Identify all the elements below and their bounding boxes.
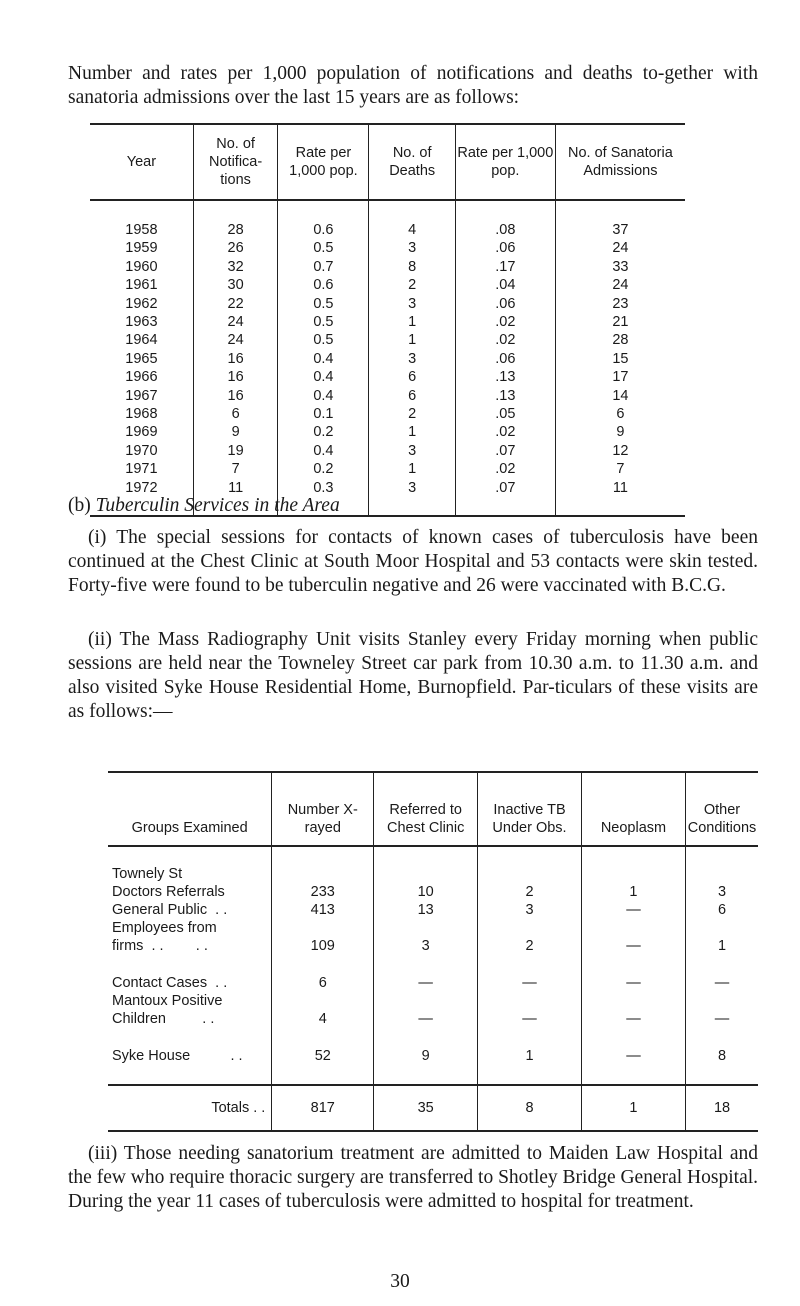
- cell-rate: 0.4: [278, 350, 369, 368]
- cell-notifications: 24: [193, 331, 278, 349]
- cell-neoplasm: —: [581, 937, 685, 955]
- col-header-other: Other Conditions: [686, 772, 758, 846]
- col-header-xrayed: Number X-rayed: [272, 772, 374, 846]
- mass-radiography-table: [108, 771, 758, 1132]
- table-row: [90, 200, 685, 239]
- cell-neoplasm: —: [581, 901, 685, 919]
- cell-rate: 0.2: [278, 423, 369, 441]
- cell-notifications: 22: [193, 295, 278, 313]
- cell-rate: .06: [455, 239, 555, 257]
- table-row: [90, 239, 685, 257]
- cell-inactive: 8: [478, 1085, 582, 1131]
- cell-deaths: 3: [369, 479, 455, 516]
- cell-rate: 0.6: [278, 200, 369, 239]
- cell-notifications: 32: [193, 258, 278, 276]
- table-header-row: [90, 124, 685, 200]
- cell-deaths: 1: [369, 460, 455, 478]
- cell-admissions: 37: [555, 200, 685, 239]
- table-row: [90, 442, 685, 460]
- cell-notifications: 9: [193, 423, 278, 441]
- cell-neoplasm: —: [581, 1010, 685, 1028]
- col-header-referred: Referred to Chest Clinic: [374, 772, 478, 846]
- cell-deaths: 1: [369, 423, 455, 441]
- cell-rate: 0.4: [278, 368, 369, 386]
- col-header-year: Year: [90, 124, 193, 200]
- intro-paragraph: Number and rates per 1,000 population of notifications and deaths to-gether with sanatoria admissions over the last 15 years are as follows:: [68, 63, 758, 108]
- cell-rate: .06: [455, 350, 555, 368]
- cell-year: 1972: [90, 479, 193, 516]
- cell-deaths: 3: [369, 350, 455, 368]
- cell-rate: 0.4: [278, 442, 369, 460]
- cell-admissions: 21: [555, 313, 685, 331]
- paragraph-i: (i) The special sessions for contacts of known cases of tuberculosis have been continued at the Chest Clinic at South Moor Hospital and 53 contacts were skin tested. Forty-five were found to be tuberculin negative and 26 were vaccinated with B.C.G.: [68, 527, 758, 596]
- cell-year: 1971: [125, 461, 158, 478]
- cell-other: 6: [686, 901, 758, 919]
- cell-referred: —: [374, 1010, 478, 1028]
- cell-rate: 0.5: [278, 239, 369, 257]
- cell-admissions: 12: [555, 442, 685, 460]
- table-row: [108, 1010, 758, 1028]
- cell-admissions: 7: [555, 460, 685, 478]
- cell-rate: 0.7: [278, 258, 369, 276]
- cell-deaths: 4: [369, 200, 455, 239]
- table-row: [108, 919, 758, 937]
- col-header-notification-rate: Rate per 1,000 pop.: [278, 124, 369, 200]
- cell-admissions: 14: [555, 387, 685, 405]
- table-row: [108, 992, 758, 1010]
- group-label: Children . .: [112, 1011, 215, 1027]
- cell-inactive: 1: [478, 1047, 582, 1065]
- cell-admissions: 24: [555, 276, 685, 294]
- cell-rate: 0.5: [278, 295, 369, 313]
- cell-xrayed: 4: [272, 1010, 374, 1028]
- table-row: [108, 1047, 758, 1065]
- cell-rate: .08: [455, 200, 555, 239]
- table-row: [108, 974, 758, 992]
- cell-rate: .02: [455, 331, 555, 349]
- cell-admissions: 33: [555, 258, 685, 276]
- cell-notifications: 7: [193, 460, 278, 478]
- cell-deaths: 3: [369, 239, 455, 257]
- cell-rate: 0.3: [278, 479, 369, 516]
- cell-rate: 0.1: [278, 405, 369, 423]
- table-row: [90, 368, 685, 386]
- cell-rate: .13: [455, 368, 555, 386]
- cell-admissions: 11: [555, 479, 685, 516]
- cell-other: —: [686, 1010, 758, 1028]
- cell-referred: 10: [374, 883, 478, 901]
- cell-year: 1970: [125, 442, 158, 459]
- cell-rate: .05: [455, 405, 555, 423]
- cell-rate: .06: [455, 295, 555, 313]
- cell-other: 3: [686, 883, 758, 901]
- cell-referred: —: [374, 974, 478, 992]
- cell-admissions: 28: [555, 331, 685, 349]
- cell-referred: 13: [374, 901, 478, 919]
- cell-inactive: —: [478, 1010, 582, 1028]
- cell-xrayed: 233: [272, 883, 374, 901]
- cell-rate: .02: [455, 423, 555, 441]
- cell-inactive: 2: [478, 937, 582, 955]
- cell-deaths: 3: [369, 442, 455, 460]
- cell-inactive: 3: [478, 901, 582, 919]
- cell-rate: .04: [455, 276, 555, 294]
- table-row: [90, 387, 685, 405]
- cell-xrayed: 6: [272, 974, 374, 992]
- cell-rate: .13: [455, 387, 555, 405]
- paragraph-ii: (ii) The Mass Radiography Unit visits Stanley every Friday morning when public sessions are held near the Towneley Street car park from 10.30 a.m. to 11.30 a.m. and also visited Syke House Residential Home, Burnopfield. Par-ticulars of these visits are as follows:—: [68, 629, 758, 722]
- cell-rate: .07: [455, 442, 555, 460]
- cell-notifications: 16: [193, 387, 278, 405]
- cell-deaths: 2: [369, 276, 455, 294]
- table-row: [90, 313, 685, 331]
- cell-referred: 35: [374, 1085, 478, 1131]
- table-row: [90, 331, 685, 349]
- cell-deaths: 8: [369, 258, 455, 276]
- col-header-deaths: No. of Deaths: [369, 124, 455, 200]
- cell-rate: .02: [455, 460, 555, 478]
- table-row: [108, 846, 758, 883]
- table-row: [108, 901, 758, 919]
- cell-other: 18: [686, 1085, 758, 1131]
- table-row: [90, 258, 685, 276]
- cell-rate: 0.5: [278, 331, 369, 349]
- section-b-title: Tuberculin Services in the Area: [95, 495, 340, 516]
- cell-rate: .07: [455, 479, 555, 516]
- cell-other: —: [686, 974, 758, 992]
- cell-neoplasm: 1: [581, 1085, 685, 1131]
- cell-referred: 9: [374, 1047, 478, 1065]
- col-header-neoplasm: Neoplasm: [581, 772, 685, 846]
- cell-neoplasm: 1: [581, 883, 685, 901]
- cell-year: 1961: [125, 277, 158, 294]
- table-row: [90, 276, 685, 294]
- cell-xrayed: 109: [272, 937, 374, 955]
- col-header-inactive-tb: Inactive TB Under Obs.: [478, 772, 582, 846]
- group-label: Doctors Referrals: [112, 884, 225, 900]
- cell-xrayed: 817: [272, 1085, 374, 1131]
- cell-referred: 3: [374, 937, 478, 955]
- cell-admissions: 23: [555, 295, 685, 313]
- table-row: [90, 405, 685, 423]
- cell-xrayed: 52: [272, 1047, 374, 1065]
- col-header-sanatoria-admissions: No. of Sanatoria Admissions: [555, 124, 685, 200]
- cell-other: 8: [686, 1047, 758, 1065]
- cell-xrayed: 413: [272, 901, 374, 919]
- cell-deaths: 1: [369, 313, 455, 331]
- cell-other: 1: [686, 937, 758, 955]
- section-b-heading: [68, 494, 758, 518]
- cell-year: 1960: [125, 258, 158, 275]
- cell-year: 1958: [125, 222, 158, 238]
- cell-deaths: 3: [369, 295, 455, 313]
- table-header-row: [108, 772, 758, 846]
- cell-notifications: 11: [193, 479, 278, 516]
- cell-notifications: 16: [193, 368, 278, 386]
- col-header-notifications: No. of Notifica-tions: [193, 124, 278, 200]
- cell-notifications: 16: [193, 350, 278, 368]
- paragraph-iii: (iii) Those needing sanatorium treatment are admitted to Maiden Law Hospital and the few who require thoracic surgery are transferred to Shotley Bridge General Hospital. During the year 11 cases of tuberculosis were admitted to hospital for treatment.: [68, 1143, 759, 1212]
- cell-year: 1968: [125, 406, 158, 423]
- cell-inactive: —: [478, 974, 582, 992]
- cell-deaths: 6: [369, 368, 455, 386]
- cell-notifications: 24: [193, 313, 278, 331]
- cell-admissions: 17: [555, 368, 685, 386]
- totals-label: Totals . .: [108, 1085, 272, 1131]
- cell-notifications: 26: [193, 239, 278, 257]
- cell-year: 1969: [125, 424, 158, 441]
- cell-admissions: 9: [555, 423, 685, 441]
- cell-year: 1959: [125, 240, 158, 257]
- table-row: [90, 350, 685, 368]
- cell-notifications: 19: [193, 442, 278, 460]
- cell-neoplasm: —: [581, 974, 685, 992]
- cell-year: 1966: [125, 369, 158, 386]
- cell-notifications: 30: [193, 276, 278, 294]
- table-row: [90, 423, 685, 441]
- cell-year: 1964: [125, 332, 158, 349]
- cell-admissions: 15: [555, 350, 685, 368]
- cell-year: 1967: [125, 387, 158, 404]
- cell-rate: 0.2: [278, 460, 369, 478]
- section-b-label: (b): [68, 495, 91, 516]
- totals-row: [108, 1085, 758, 1131]
- cell-admissions: 24: [555, 239, 685, 257]
- cell-rate: 0.6: [278, 276, 369, 294]
- cell-rate: .02: [455, 313, 555, 331]
- group-label: Employees from: [112, 920, 217, 936]
- cell-year: 1963: [125, 314, 158, 331]
- cell-admissions: 6: [555, 405, 685, 423]
- cell-year: 1965: [125, 350, 158, 367]
- group-label: General Public . .: [112, 902, 228, 918]
- table-row: [108, 883, 758, 901]
- page-number: 30: [390, 1271, 410, 1292]
- group-label: firms . . . .: [112, 938, 208, 954]
- cell-year: 1962: [125, 295, 158, 312]
- group-label: Mantoux Positive: [112, 993, 223, 1009]
- notifications-table: [90, 123, 685, 517]
- cell-notifications: 6: [193, 405, 278, 423]
- col-header-death-rate: Rate per 1,000 pop.: [455, 124, 555, 200]
- cell-deaths: 6: [369, 387, 455, 405]
- cell-rate: 0.4: [278, 387, 369, 405]
- table-row: [90, 460, 685, 478]
- cell-neoplasm: —: [581, 1047, 685, 1065]
- group-label: Syke House . .: [112, 1048, 243, 1064]
- col-header-groups: Groups Examined: [108, 772, 272, 846]
- cell-rate: .17: [455, 258, 555, 276]
- group-label: Contact Cases . .: [112, 975, 228, 991]
- cell-deaths: 2: [369, 405, 455, 423]
- table-row: [90, 295, 685, 313]
- cell-inactive: 2: [478, 883, 582, 901]
- cell-deaths: 1: [369, 331, 455, 349]
- table-row: [108, 937, 758, 955]
- group-label: Townely St: [112, 866, 183, 882]
- cell-notifications: 28: [193, 200, 278, 239]
- cell-rate: 0.5: [278, 313, 369, 331]
